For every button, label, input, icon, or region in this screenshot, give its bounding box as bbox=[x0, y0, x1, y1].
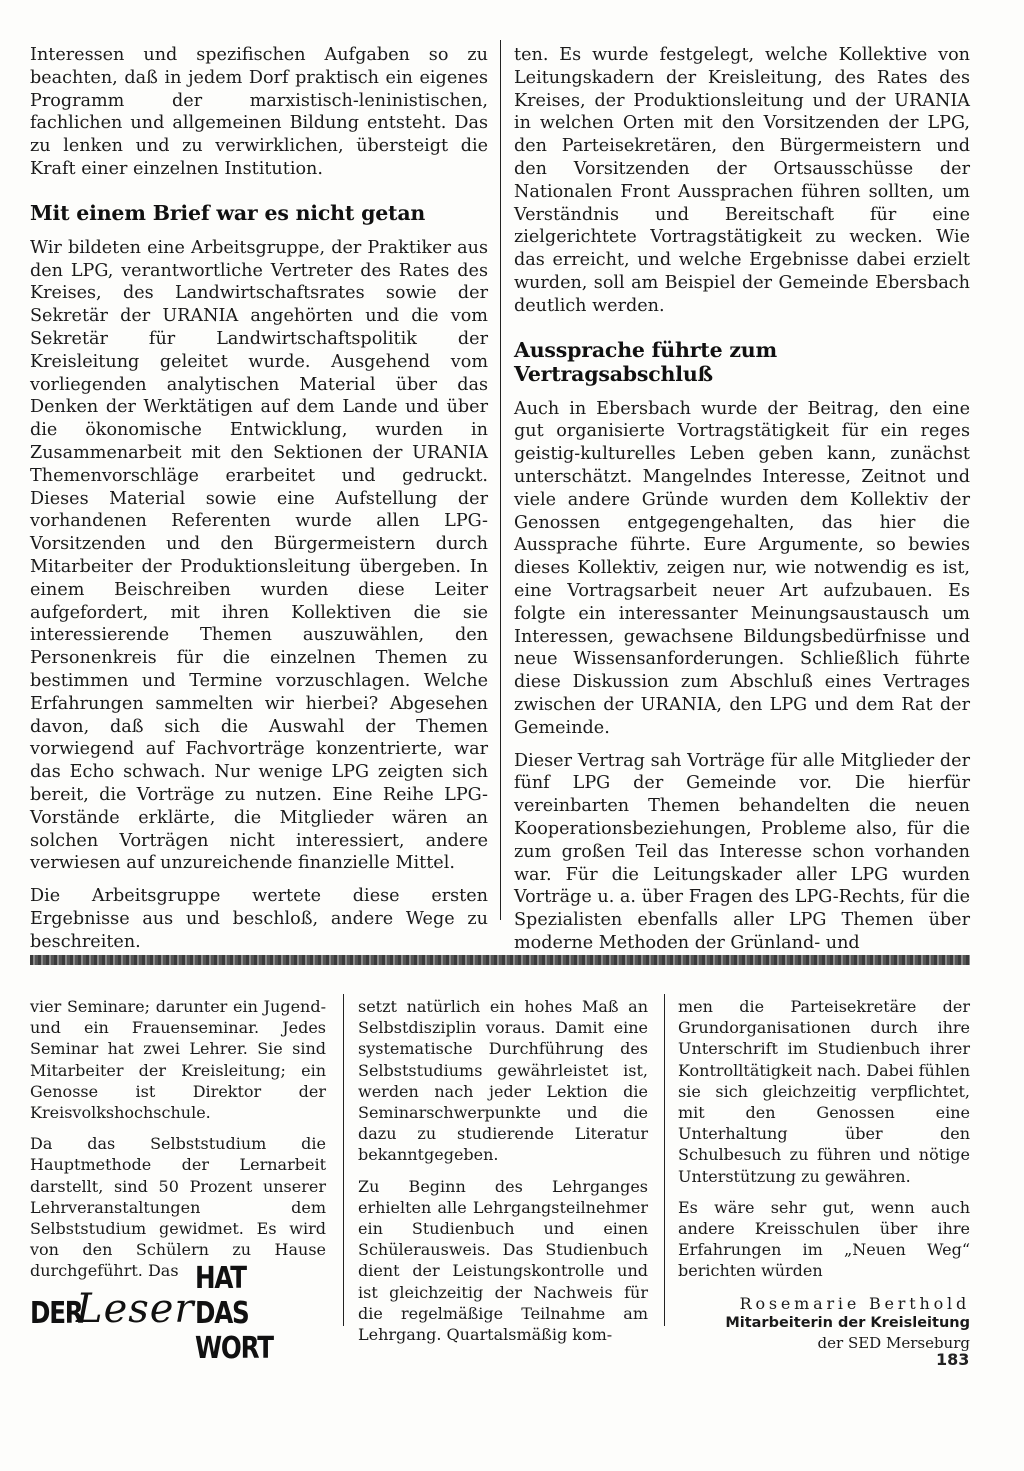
section-heading: Mit einem Brief war es nicht getan bbox=[30, 200, 426, 225]
article-column-right bbox=[514, 44, 970, 955]
paragraph: ten. Es wurde festgelegt, welche Kollektive von Leitungskadern der Kreisleitung, des Rates des Kreises, der Produktionsleitung und der URANIA in welchen Orten mit den Vorsitzenden der LPG, den Parteisekretären, den Bürgermeistern und den Vorsitzenden der Ortsausschüsse der Nationalen Front Aussprachen führen sollten, um Verständnis und Bereitschaft für eine zielgerichtete Vortragstätigkeit zu wecken. Wie das erreicht, und welche Ergebnisse dabei erzielt wurden, soll am Beispiel der Gemeinde Ebersbach deutlich werden. bbox=[514, 45, 970, 316]
paragraph: Da das Selbststudium die Hauptmethode der Lernarbeit darstellt, sind 50 Prozent unserer Lehrveranstaltungen dem Selbststudium gewidmet. Es wird von den Schülern zu Hause durchgeführt. Das bbox=[30, 1134, 326, 1281]
paragraph: Auch in Ebersbach wurde der Beitrag, den eine gut organisierte Vortragstätigkeit für ein reges geistig-kulturelles Leben geben kann, zunächst unterschätzt. Mangelndes Interesse, Zeitnot und viele andere Gründe wurden dem Kollektiv der Genossen entgegengehalten, das hier die Aussprache führte. Eure Argumente, so bewies dieses Kollektiv, zeigen nur, wie notwendig es ist, eine Vortragsarbeit neuer Art aufzubauen. Es folgte ein interessanter Meinungsaustausch um Interessen, gewachsene Bildungsbedürfnisse und neue Wissensanforderungen. Schließlich führte diese Diskussion zum Abschluß eines Vertrages zwischen der URANIA, den LPG und dem Rat der Gemeinde. bbox=[514, 398, 970, 738]
signature-block bbox=[678, 1294, 970, 1353]
page-number: 183 bbox=[936, 1350, 970, 1369]
paragraph: vier Seminare; darunter ein Jugend- und ein Frauenseminar. Jedes Seminar hat zwei Lehrer. Sie sind Mitarbeiter der Kreisleitung; ein Genosse ist Direktor der Kreisvolkshochschule. bbox=[30, 997, 326, 1123]
logo-text-hat-das-wort: HAT DAS WORT bbox=[194, 1260, 273, 1366]
paragraph: setzt natürlich ein hohes Maß an Selbstdisziplin voraus. Damit eine systematische Durchführung des Selbststudiums gewährleistet ist, werden nach jeder Lektion die Seminarschwerpunkte und die dazu zu studierende Literatur bekanntgegeben. bbox=[358, 997, 648, 1165]
column-divider bbox=[664, 994, 665, 1326]
author-organization: der SED Merseburg bbox=[817, 1333, 970, 1352]
logo-text-der: DER bbox=[30, 1295, 83, 1331]
logo-text-leser: Leser bbox=[76, 1286, 195, 1332]
column-divider-top bbox=[500, 40, 501, 920]
paragraph: Zu Beginn des Lehrganges erhielten alle Lehrgangsteilnehmer ein Studienbuch und einen Schülerausweis. Das Studienbuch dient der Leistungskontrolle und ist gleichzeitig der Nachweis für die regelmäßige Teilnahme am Lehrgang. Quartalsmäßig kom- bbox=[358, 1176, 648, 1345]
section-divider bbox=[30, 955, 970, 965]
paragraph: Es wäre sehr gut, wenn auch andere Kreisschulen über ihre Erfahrungen im „Neuen Weg“ berichten würden bbox=[678, 1197, 970, 1281]
article-column-left bbox=[30, 44, 488, 953]
paragraph: men die Parteisekretäre der Grundorganisationen durch ihre Unterschrift im Studienbuch ihrer Kontrolltätigkeit nach. Dabei fühlen sie sich gleichzeitig verpflichtet, mit den Genossen eine Unterhaltung über den Schulbesuch zu führen und nötige Unterstützung zu gewähren. bbox=[678, 997, 970, 1186]
author-role: Mitarbeiterin der Kreisleitung bbox=[725, 1314, 970, 1331]
paragraph: Interessen und spezifischen Aufgaben so zu beachten, daß in jedem Dorf praktisch ein eigenes Programm der marxistisch-leninistischen, fachlichen und allgemeinen Bildung entsteht. Das zu lenken und zu verwirklichen, übersteigt die Kraft einer einzelnen Institution. bbox=[30, 45, 488, 179]
letter-column-3 bbox=[678, 996, 970, 1353]
column-divider bbox=[343, 994, 344, 1326]
paragraph: Die Arbeitsgruppe wertete diese ersten Ergebnisse aus und beschloß, andere Wege zu beschreiten. bbox=[30, 886, 488, 952]
author-name: Rosemarie Berthold bbox=[739, 1293, 970, 1313]
paragraph: Wir bildeten eine Arbeitsgruppe, der Praktiker aus den LPG, verantwortliche Vertreter des Rates des Kreises, des Landwirtschaftsrates sowie der Sekretär der URANIA angehörten und die vom Sekretär für Landwirtschaftspolitik der Kreisleitung geleitet wurde. Ausgehend vom vorliegenden analytischen Material über das Denken der Werktätigen auf dem Lande und über die ökonomische Entwicklung, wurden in Zusammenarbeit mit den Sektionen der URANIA Themenvorschläge erarbeitet und gedruckt. Dieses Material sowie eine Aufstellung der vorhandenen Referenten wurde allen LPG-Vorsitzenden und den Bürgermeistern durch Mitarbeiter der Produktionsleitung übergeben. In einem Beischreiben wurden diese Leiter aufgefordert, mit ihren Kollektiven die sie interessierende Themen auszuwählen, den Personenkreis für die einzelnen Themen zu bestimmen und Termine vorzuschlagen. Welche Erfahrungen sammelten wir hierbei? Abgesehen davon, daß sich die Auswahl der Themen vorwiegend auf Fachvorträge konzentrierte, war das Echo schwach. Nur wenige LPG zeigten sich bereit, die Vorträge zu nutzen. Eine Reihe LPG-Vorstände erklärte, die Mitglieder wären an solchen Vorträgen nicht interessiert, andere verwiesen auf unzureichende finanzielle Mittel. bbox=[30, 237, 488, 874]
letter-column-2 bbox=[358, 996, 648, 1345]
section-heading: Aussprache führte zum Vertragsabschluß bbox=[514, 337, 777, 386]
letter-column-1 bbox=[30, 996, 326, 1282]
column-logo bbox=[30, 1260, 330, 1366]
paragraph: Dieser Vertrag sah Vorträge für alle Mitglieder der fünf LPG der Gemeinde vor. Die hierfür vereinbarten Themen behandelten die neuen Kooperationsbeziehungen, Probleme also, für die zum großen Teil das Interesse schon vorhanden war. Für die Leitungskader aller LPG wurden Vorträge u. a. über Fragen des LPG-Rechts, für die Spezialisten ebenfalls aller LPG Themen über moderne Methoden der Grünland- und bbox=[514, 750, 970, 953]
